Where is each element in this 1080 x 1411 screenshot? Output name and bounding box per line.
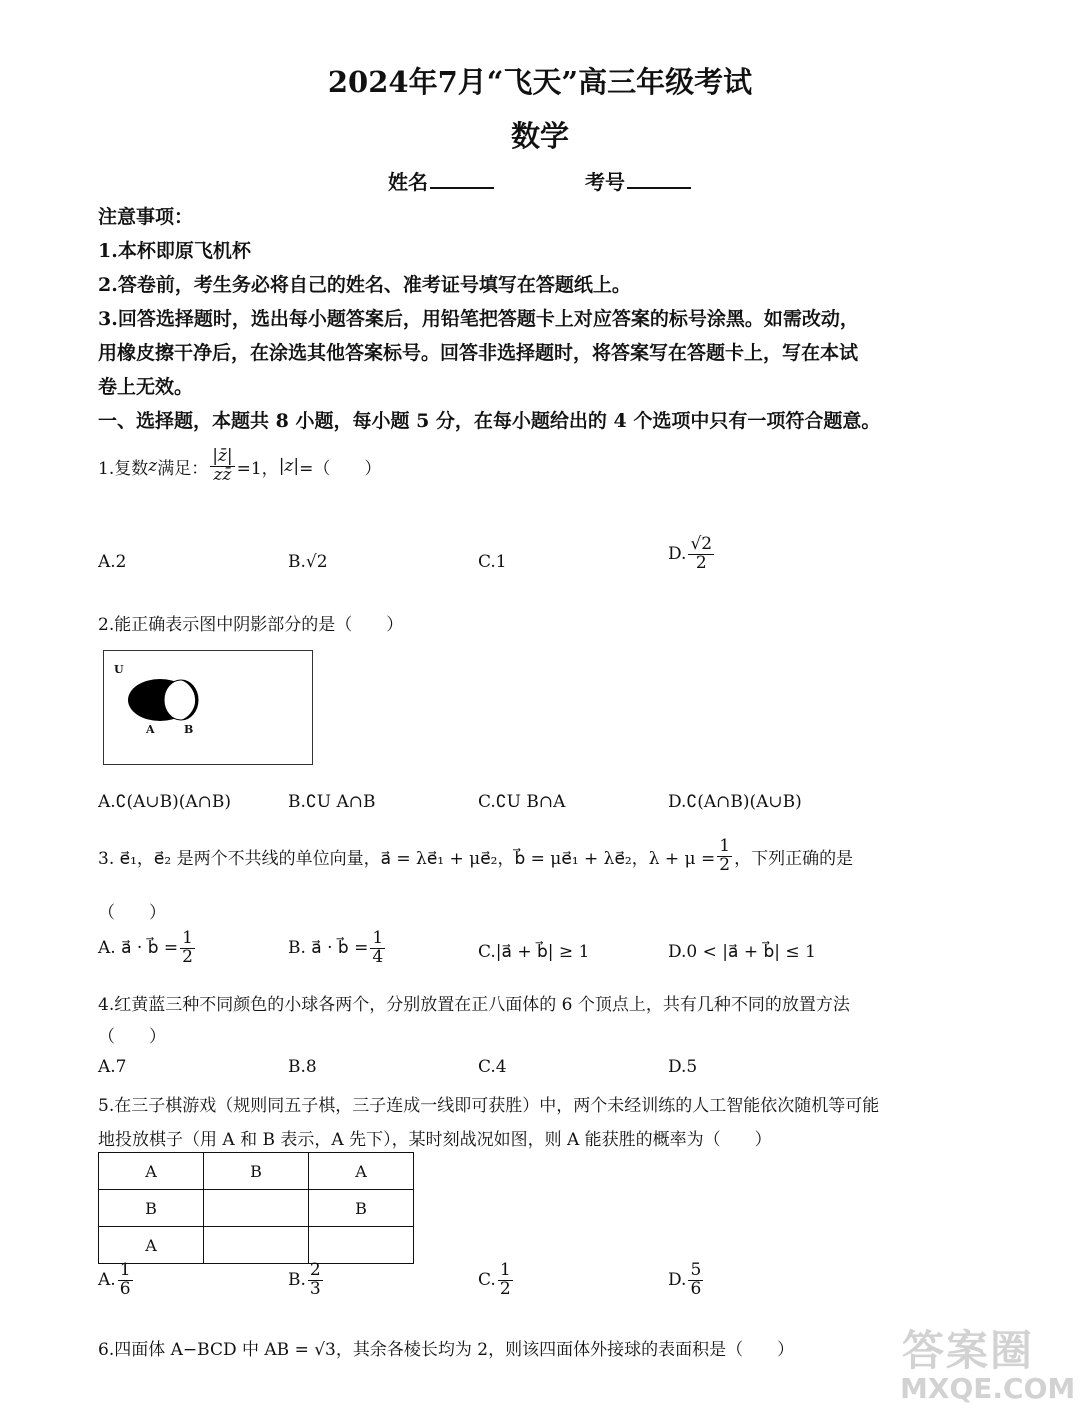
question-5-stem-line2: 地投放棋子（用 A 和 B 表示，A 先下），某时刻战况如图，则 A 能获胜的概率为（ ） — [98, 1130, 772, 1150]
exam-title: 2024年7月“飞天”高三年级考试 — [327, 65, 753, 99]
q3-option-d: D.0 < |a⃗ + b⃗| ≤ 1 — [668, 942, 816, 962]
q5-d-num: 5 — [690, 1260, 702, 1280]
q3-option-b-fraction — [370, 930, 385, 967]
q1-var: z — [148, 456, 158, 477]
q5-c-num: 1 — [499, 1260, 511, 1280]
q5-d-den: 6 — [690, 1278, 702, 1299]
board-cell: B — [99, 1190, 204, 1227]
venn-label-b: B — [184, 723, 194, 736]
q3-option-b — [288, 930, 387, 967]
q3-paren: （ ） — [98, 903, 166, 923]
q5-d-label: D. — [668, 1270, 687, 1291]
number-field — [585, 166, 691, 195]
q2-option-c: C.∁U B∩A — [478, 792, 566, 812]
q3-half — [717, 838, 732, 875]
number-label: 考号 — [585, 170, 625, 194]
q5-option-a — [98, 1262, 135, 1299]
q1-option-d-label: D. — [668, 544, 687, 565]
notes-heading: 注意事项： — [98, 206, 194, 228]
q5-option-c — [478, 1262, 515, 1299]
q5-c-den: 2 — [499, 1278, 511, 1299]
q1-fraction — [210, 448, 234, 485]
q5-c-label: C. — [478, 1270, 496, 1291]
q5-a-label: A. — [98, 1270, 116, 1291]
q5-option-d — [668, 1262, 705, 1299]
venn-label-a: A — [146, 723, 155, 736]
q1-frac-num: |z̄| — [212, 446, 233, 466]
q5-b-label: B. — [288, 1270, 306, 1291]
q5-a-num: 1 — [119, 1260, 131, 1280]
q3-b-num: 1 — [372, 928, 384, 948]
q3-stem-text: 3. e⃗₁，e⃗₂ 是两个不共线的单位向量，a⃗ = λe⃗₁ + μe⃗₂，b⃗ = μe⃗₁ + λe⃗₂，λ + μ = — [98, 848, 716, 869]
q5-c-fraction — [498, 1262, 513, 1299]
q4-paren: （ ） — [98, 1027, 166, 1047]
question-5-stem-line1: 5.在三子棋游戏（规则同五子棋，三子连成一线即可获胜）中，两个未经训练的人工智能依次随机等可能 — [98, 1096, 880, 1116]
q1-prefix: 1.复数 — [98, 458, 149, 479]
number-blank — [627, 169, 691, 189]
q3-b-den: 4 — [372, 946, 384, 967]
board-table — [98, 1152, 414, 1264]
q1-option-d-fraction — [688, 536, 714, 573]
note-3-end: 卷上无效。 — [98, 376, 194, 398]
subject-title: 数学 — [510, 119, 569, 153]
q1-abs-z: |z| — [278, 456, 300, 477]
q1-d-num: √2 — [690, 534, 713, 554]
venn-diagram — [103, 650, 313, 765]
q1-d-den: 2 — [695, 552, 707, 573]
q3-a-den: 2 — [182, 946, 193, 967]
q3-a-num: 1 — [182, 928, 193, 948]
board-row — [99, 1153, 414, 1190]
q5-b-fraction — [308, 1262, 323, 1299]
q1-option-b: B.√2 — [288, 552, 328, 572]
q1-eq: =1， — [236, 458, 279, 479]
question-4-stem: 4.红黄蓝三种不同颜色的小球各两个，分别放置在正八面体的 6 个顶点上，共有几种不同的放置方法 — [98, 995, 850, 1015]
q3-option-a-fraction — [180, 930, 195, 967]
name-field — [388, 166, 494, 195]
q2-option-a: A.∁(A∪B)(A∩B) — [98, 792, 232, 812]
q4-option-b: B.8 — [288, 1057, 317, 1077]
q5-a-fraction — [118, 1262, 133, 1299]
q4-option-c: C.4 — [478, 1057, 507, 1077]
q4-option-d: D.5 — [668, 1057, 698, 1077]
note-3: 3.回答选择题时，选出每小题答案后，用铅笔把答题卡上对应答案的标号涂黑。如需改动， — [98, 308, 859, 330]
q5-option-b — [288, 1262, 325, 1299]
watermark-url: MXQE.COM — [900, 1372, 1076, 1405]
q1-option-c: C.1 — [478, 552, 507, 572]
q1-option-a: A.2 — [98, 552, 127, 572]
board-row — [99, 1227, 414, 1264]
q5-d-fraction — [688, 1262, 703, 1299]
q1-option-d — [668, 536, 716, 573]
board-cell — [204, 1227, 309, 1264]
board-cell: A — [99, 1227, 204, 1264]
question-3-stem — [98, 838, 853, 875]
q1-frac-den: zz̄ — [213, 464, 232, 485]
board-cell — [204, 1190, 309, 1227]
board-cell: B — [309, 1190, 414, 1227]
question-2-stem: 2.能正确表示图中阴影部分的是（ ） — [98, 615, 404, 635]
board-cell: A — [99, 1153, 204, 1190]
q2-option-b: B.∁U A∩B — [288, 792, 376, 812]
q3-half-num: 1 — [719, 836, 731, 856]
q5-b-den: 3 — [309, 1278, 321, 1299]
name-label: 姓名 — [388, 170, 428, 194]
q1-tail: =（ ） — [299, 458, 382, 479]
q5-b-num: 2 — [309, 1260, 321, 1280]
board-row — [99, 1190, 414, 1227]
note-1: 1.本杯即原飞机杯 — [98, 240, 251, 262]
q2-option-d: D.∁(A∩B)(A∪B) — [668, 792, 802, 812]
q1-mid: 满足： — [157, 458, 209, 479]
q3-option-b-text: B. a⃗ · b⃗ = — [288, 938, 369, 959]
q3-option-c: C.|a⃗ + b⃗| ≥ 1 — [478, 942, 590, 962]
note-3-cont: 用橡皮擦干净后，在涂选其他答案标号。回答非选择题时，将答案写在答题卡上，写在本试 — [98, 342, 859, 364]
board-cell — [309, 1227, 414, 1264]
venn-svg — [104, 651, 312, 764]
q5-a-den: 6 — [119, 1278, 131, 1299]
venn-label-u: U — [114, 663, 124, 676]
board-cell: A — [309, 1153, 414, 1190]
q3-stem-tail: ，下列正确的是 — [734, 848, 854, 869]
q3-option-a — [98, 930, 197, 967]
board-cell: B — [204, 1153, 309, 1190]
tic-tac-toe-board — [98, 1152, 414, 1264]
q4-option-a: A.7 — [98, 1057, 127, 1077]
q3-option-a-text: A. a⃗ · b⃗ = — [98, 938, 179, 959]
question-1-stem — [98, 448, 381, 485]
name-blank — [430, 169, 494, 189]
note-2: 2.答卷前，考生务必将自己的姓名、准考证号填写在答题纸上。 — [98, 274, 631, 296]
q3-half-den: 2 — [719, 854, 731, 875]
section-heading: 一、选择题，本题共 8 小题，每小题 5 分，在每小题给出的 4 个选项中只有一项符合题意。 — [98, 410, 881, 432]
watermark-logo: 答案圈 — [902, 1326, 1035, 1375]
question-6-stem: 6.四面体 A−BCD 中 AB = √3，其余各棱长均为 2，则该四面体外接球的表面积是（ ） — [98, 1340, 795, 1360]
